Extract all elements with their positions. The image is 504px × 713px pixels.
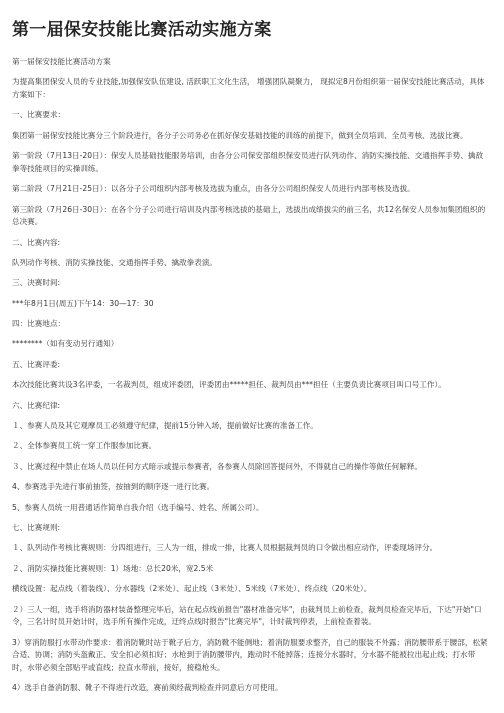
- section-heading: 四：比赛地点：: [12, 319, 66, 329]
- paragraph: ２、消防实操技能比赛规则：1）场地：总长20米，宽2.5米: [12, 563, 214, 573]
- paragraph: 集团第一届保安技能比赛分三个阶段进行，各分子公司务必在抓好保安基础技能的训练的前提下，做到全员培训、全员考核、选拔比赛。: [12, 130, 468, 140]
- paragraph: ***年8月1日(周五)下午14：30—17：30: [12, 298, 154, 308]
- paragraph: ２）三人一组，选手将消防器材装备整理完毕后，站在起点线前报告"器材准备完毕"，由裁判员上前检查，裁判员检查完毕后，下达"开始"口令，三名计时员开始计时，选手所有操作完成，迂终点线时报告"比赛完毕"，计时裁判停表，上前检查着装。: [12, 604, 482, 627]
- section-heading: 六、比赛纪律:: [12, 400, 61, 410]
- document-body: [12, 56, 490, 695]
- section-heading: 五、比赛评委:: [12, 359, 61, 369]
- paragraph: 第二阶段（7月21日-25日）：以各分子公司组织内部考核及选拔为重点，由各分公司组织保安人员进行内部考核及选拔。: [12, 184, 415, 194]
- paragraph: 5、参赛人员统一用普通话作简单自我介绍（选手编号、姓名、所属公司）。: [12, 502, 264, 512]
- paragraph: 为提高集团保安人员的专业技能,加强保安队伍建设, 活跃职工文化生活， 增强团队凝聚力， 现拟定8月份组织第一届保安技能比赛活动，具体方案如下：: [12, 77, 485, 99]
- paragraph: １、队列动作考核比赛规则：分四组进行，三人为一组，排成一排，比赛人员根据裁判员的口令做出相应动作，评委现场评分。: [12, 543, 438, 553]
- paragraph: ３、比赛过程中禁止在场人员以任何方式暗示或提示参赛者，各参赛人员除回答提问外，不得就自己的操作等做任何解释。: [12, 461, 423, 471]
- paragraph: 3）穿消防服打水带动作要求：着消防靴时站于靴子后方，消防靴不能侧地；着消防服要求整齐，自己的服装不外露；消防腰带系于腰部，松紧合适、协调；消防头盔戴正、安全扣必须扣好；水枪到于消防腰带内，跑动时不能掉落；连接分水器时，分水器不能被拉出起止线；打水带时，水带必须全部贴平或直线；拉直水带前，接好，接稳枪头。: [12, 637, 488, 672]
- section-heading: 一、比赛要求：: [12, 110, 66, 120]
- section-heading: 三、决赛时间:: [12, 278, 61, 288]
- document-title: 第一届保安技能比赛活动实施方案: [12, 20, 272, 40]
- paragraph: 4、参赛选手先进行事前抽签，按抽到的顺序逐一进行比赛。: [12, 482, 215, 492]
- paragraph: １、参赛人员及其它观摩员工必须遵守纪律，提前15分钟入场，提前做好比赛的准备工作。: [12, 421, 318, 431]
- section-heading: 七、比赛规则:: [12, 522, 61, 532]
- paragraph: 4）选手自备消防服、靴子不得进行改造，赛前须经裁判检查并同意后方可使用。: [12, 683, 283, 693]
- paragraph: ********（如有变动另行通知）: [12, 339, 119, 349]
- paragraph: 本次技能比赛共设3名评委，一名裁判员，组成评委团，评委团由*****担任、裁判员由***担任（主要负责比赛项目叫口号工作）。: [12, 380, 446, 390]
- paragraph: 第一届保安技能比赛活动方案: [12, 57, 111, 66]
- paragraph: 横线设置：起点线（着装线）、分水器线（2米处）、起止线（3米处）、5米线（7米处）、终点线（20米处）。: [12, 584, 372, 594]
- paragraph: 第一阶段（7月13日-20日）：保安人员基础技能服务培训，由各分公司保安部组织保安员进行队列动作、消防实操技能、交通指挥手势、擒敌拳等技能项目的实操训练。: [12, 151, 484, 173]
- paragraph: 第三阶段（7月26日-30日）：在各个分子公司进行培训及内部考核选拔的基础上，选拔出成绩拔尖的前三名，共12名保安人员参加集团组织的总决赛。: [12, 204, 486, 227]
- paragraph: 队列动作考核、消防实操技能、交通指挥手势、擒敌拳表演。: [12, 257, 218, 267]
- section-heading: 二、比赛内容:: [12, 237, 61, 247]
- paragraph: ２、全体参赛员工统一穿工作服参加比赛。: [12, 441, 157, 451]
